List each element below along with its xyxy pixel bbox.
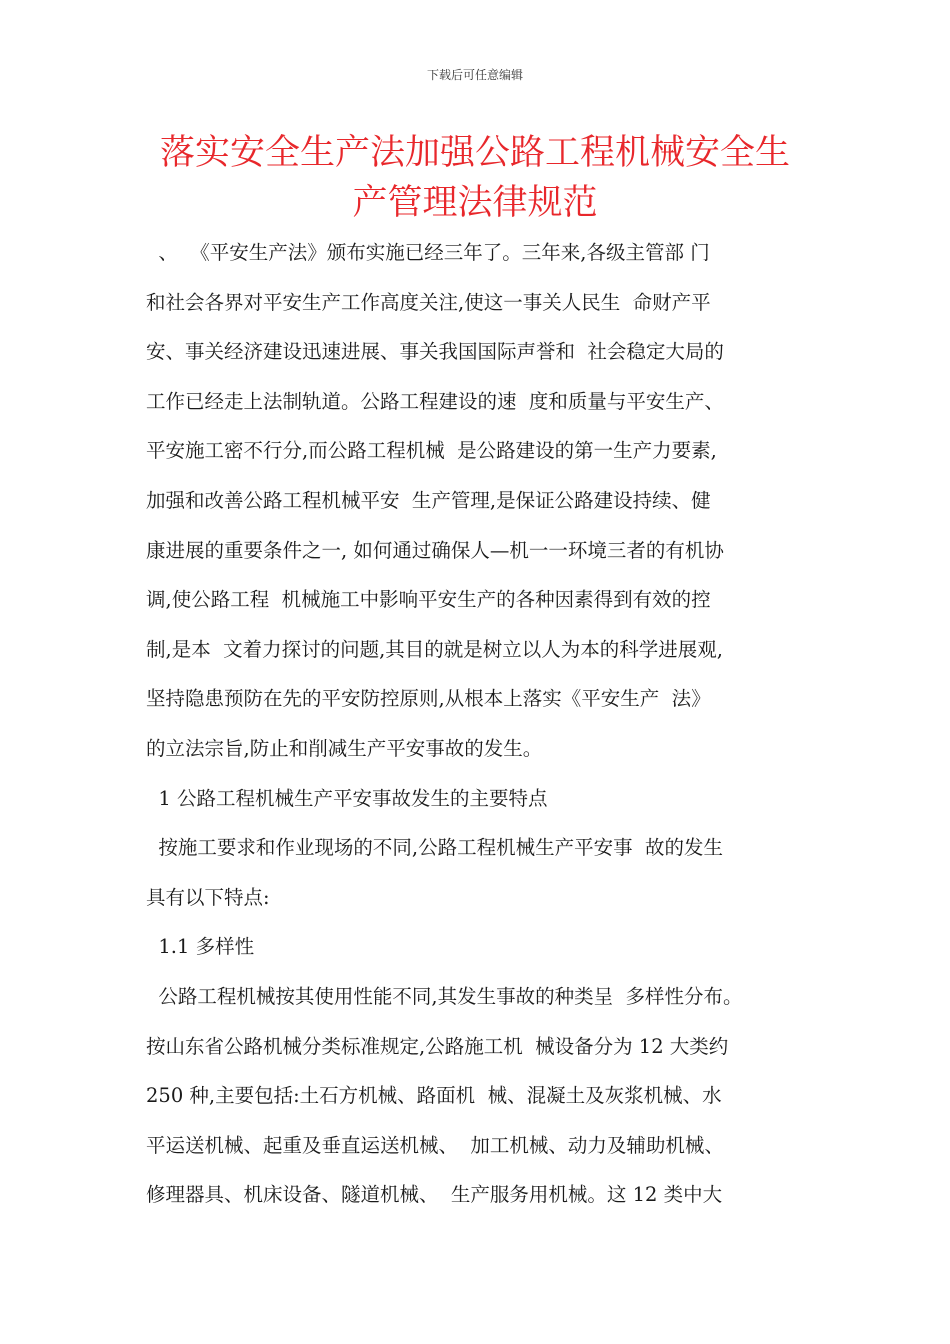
body-line: 、 《平安生产法》颁布实施已经三年了。三年来,各级主管部 门 [146, 241, 710, 264]
body-line: 加强和改善公路工程机械平安 生产管理,是保证公路建设持续、健 [146, 488, 711, 512]
body-line: 坚持隐患预防在先的平安防控原则,从根本上落实《平安生产 法》 [146, 687, 711, 711]
body-line: 制,是本 文着力探讨的问题,其目的就是树立以人为本的科学进展观, [146, 637, 723, 661]
body-line: 公路工程机械按其使用性能不同,其发生事故的种类呈 多样性分布。 [146, 984, 743, 1008]
page-header: 下载后可任意编辑 [426, 68, 523, 82]
body-line: 调,使公路工程 机械施工中影响平安生产的各种因素得到有效的控 [146, 588, 711, 612]
body-line: 工作已经走上法制轨道。公路工程建设的速 度和质量与平安生产、 [146, 389, 724, 413]
body-line: 250 种,主要包括:土石方机械、路面机 械、混凝土及灰浆机械、水 [146, 1084, 722, 1108]
body-line: 按施工要求和作业现场的不同,公路工程机械生产平安事 故的发生 [146, 836, 723, 860]
body-line: 安、事关经济建设迅速进展、事关我国国际声誉和 社会稳定大局的 [146, 340, 724, 364]
title-line-1: 落实安全生产法加强公路工程机械安全生 [159, 133, 790, 173]
body-line: 和社会各界对平安生产工作高度关注,使这一事关人民生 命财产平 [146, 290, 711, 314]
body-line: 平安施工密不行分,而公路工程机械 是公路建设的第一生产力要素, [146, 439, 717, 463]
body-line: 按山东省公路机械分类标准规定,公路施工机 械设备分为 12 大类约 [146, 1034, 729, 1058]
body-line: 修理器具、机床设备、隧道机械、 生产服务用机械。这 12 类中大 [146, 1183, 723, 1207]
body-line: 平运送机械、起重及垂直运送机械、 加工机械、动力及辅助机械、 [146, 1133, 724, 1157]
title-line-2: 产管理法律规范 [352, 183, 598, 223]
subsection-heading: 1.1 多样性 [146, 935, 255, 959]
body-line: 康进展的重要条件之一, 如何通过确保人—机一一环境三者的有机协 [146, 538, 724, 562]
document-body [146, 228, 811, 1220]
body-line: 的立法宗旨,防止和削减生产平安事故的发生。 [146, 736, 543, 760]
section-heading: 1 公路工程机械生产平安事故发生的主要特点 [146, 786, 548, 810]
document-title [130, 128, 820, 228]
body-line: 具有以下特点: [146, 885, 270, 909]
